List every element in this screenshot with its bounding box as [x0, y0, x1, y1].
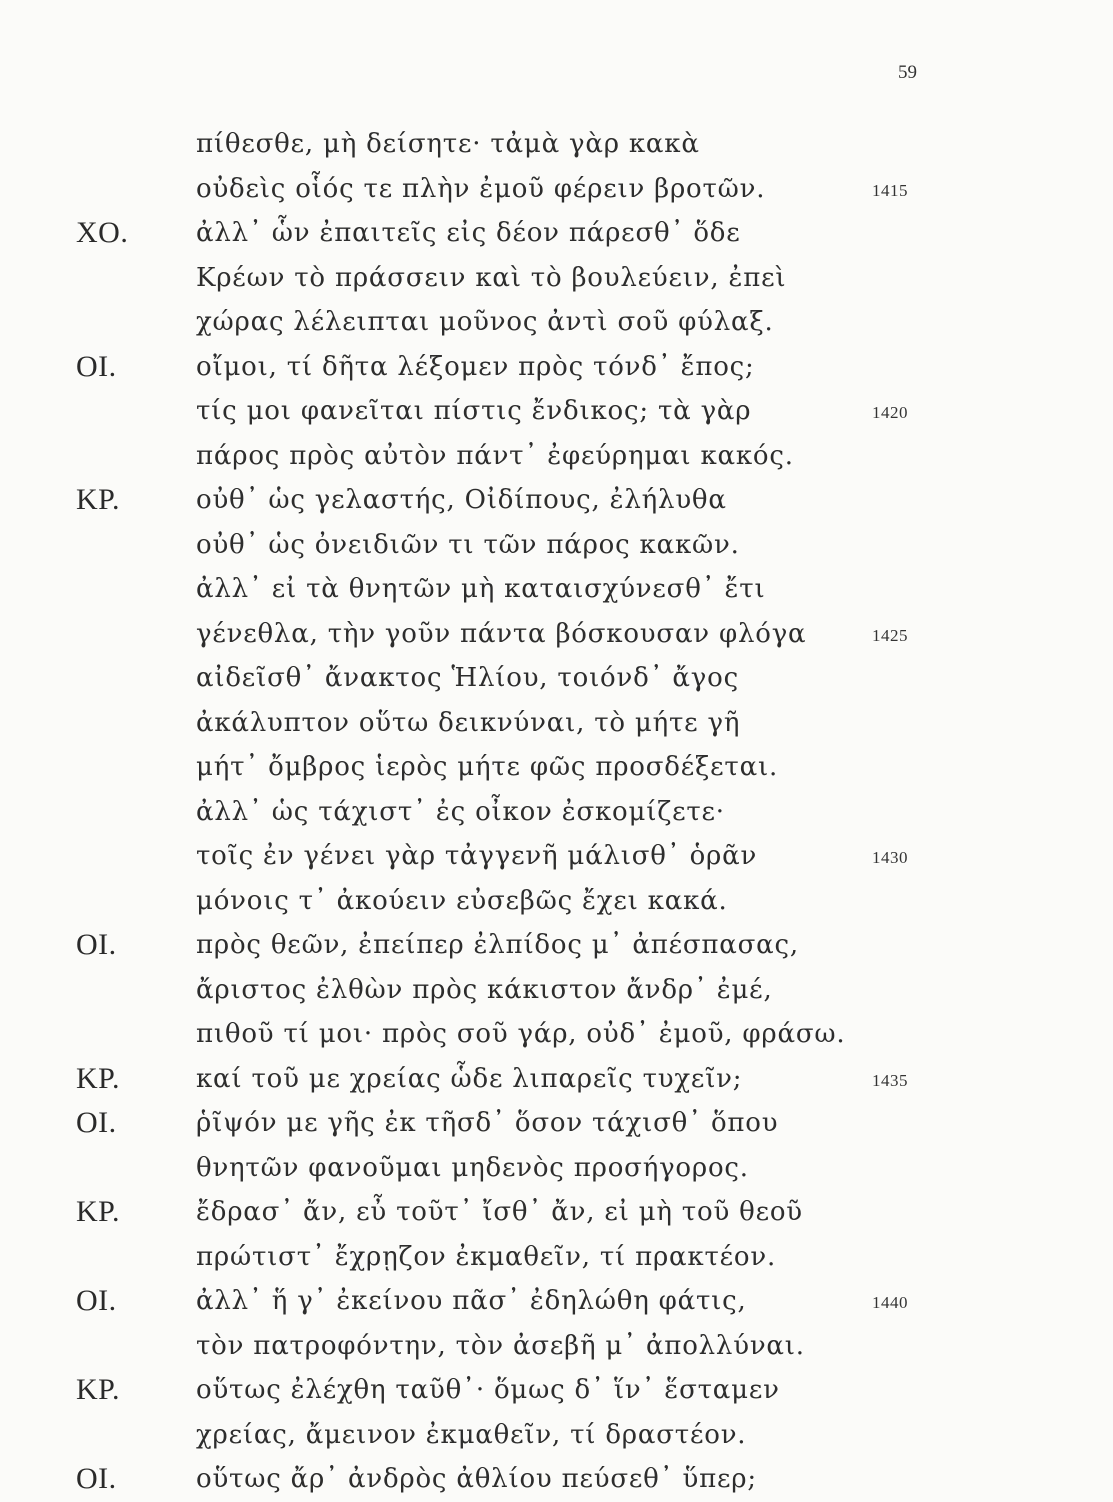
- verse-text: μόνοις τ᾽ ἀκούειν εὐσεβῶς ἔχει κακά.: [196, 885, 728, 916]
- verse-text: ἄριστος ἐλθὼν πρὸς κάκιστον ἄνδρ᾽ ἐμέ,: [196, 974, 773, 1005]
- verse-text: οὕτως ἄρ᾽ ἀνδρὸς ἀθλίου πεύσεθ᾽ ὕπερ;: [196, 1464, 757, 1494]
- verse-text: πάρος πρὸς αὐτὸν πάντ᾽ ἐφεύρημαι κακός.: [196, 440, 794, 471]
- line-number: 1420: [872, 403, 908, 422]
- line-number: 1435: [872, 1070, 908, 1090]
- verse-line: [0, 300, 1113, 345]
- verse-text: ἀκάλυπτον οὕτω δεικνύναι, τὸ μήτε γῆ: [196, 707, 741, 738]
- verse-line: [0, 567, 1113, 612]
- verse-text: οὐθ᾽ ὡς ὀνειδιῶν τι τῶν πάρος κακῶν.: [196, 529, 740, 560]
- line-number: 1415: [872, 180, 908, 200]
- verse-text: οὕτως ἐλέχθη ταῦθ᾽· ὅμως δ᾽ ἵν᾽ ἕσταμεν: [196, 1375, 780, 1405]
- verse-line: [0, 1190, 1113, 1235]
- speaker-label: ΚΡ.: [76, 1373, 121, 1406]
- verse-text: ἀλλ᾽ ἥ γ᾽ ἐκείνου πᾶσ᾽ ἐδηλώθη φάτις,: [196, 1286, 747, 1316]
- verse-line: [0, 701, 1113, 746]
- verse-line: [0, 1413, 1113, 1458]
- verse-line: [0, 1146, 1113, 1191]
- line-number: 1425: [872, 625, 908, 645]
- verse-text: αἰδεῖσθ᾽ ἄνακτος Ἡλίου, τοιόνδ᾽ ἄγος: [196, 663, 739, 693]
- speaker-label: ΟΙ.: [76, 1106, 117, 1139]
- line-number: 1440: [872, 1293, 908, 1312]
- verse-text: οὐθ᾽ ὡς γελαστής, Οἰδίπους, ἐλήλυθα: [196, 485, 727, 515]
- verse-text: τίς μοι φανεῖται πίστις ἔνδικος; τὰ γὰρ: [196, 396, 752, 426]
- verse-block: [0, 122, 1113, 1502]
- verse-text: γένεθλα, τὴν γοῦν πάντα βόσκουσαν φλόγα: [196, 618, 807, 649]
- speaker-label: ΟΙ.: [76, 1284, 117, 1317]
- verse-line: [0, 1235, 1113, 1280]
- verse-line: [0, 656, 1113, 701]
- verse-line: [0, 1057, 1113, 1102]
- verse-text: ἀλλ᾽ ὡς τάχιστ᾽ ἐς οἶκον ἐσκομίζετε·: [196, 796, 725, 827]
- verse-text: πρώτιστ᾽ ἔχρῃζον ἐκμαθεῖν, τί πρακτέον.: [196, 1241, 777, 1272]
- verse-line: [0, 345, 1113, 390]
- verse-line: [0, 389, 1113, 434]
- verse-line: [0, 434, 1113, 479]
- verse-line: [0, 122, 1113, 167]
- verse-text: ἔδρασ᾽ ἄν, εὖ τοῦτ᾽ ἴσθ᾽ ἄν, εἰ μὴ τοῦ θεοῦ: [196, 1197, 803, 1227]
- speaker-label: ΚΡ.: [76, 1195, 121, 1228]
- speaker-label: ΟΙ.: [76, 1462, 117, 1495]
- speaker-label: ΧΟ.: [76, 216, 129, 249]
- verse-text: Κρέων τὸ πράσσειν καὶ τὸ βουλεύειν, ἐπεὶ: [196, 262, 787, 293]
- speaker-label: ΚΡ.: [76, 483, 121, 516]
- verse-line: [0, 879, 1113, 924]
- verse-text: μήτ᾽ ὄμβρος ἱερὸς μήτε φῶς προσδέξεται.: [196, 752, 779, 782]
- speaker-label: ΟΙ.: [76, 928, 117, 961]
- verse-line: [0, 167, 1113, 212]
- verse-text: πρὸς θεῶν, ἐπείπερ ἐλπίδος μ᾽ ἀπέσπασας,: [196, 930, 799, 960]
- verse-line: [0, 211, 1113, 256]
- verse-line: [0, 1012, 1113, 1057]
- verse-text: οἴμοι, τί δῆτα λέξομεν πρὸς τόνδ᾽ ἔπος;: [196, 351, 755, 382]
- verse-text: καί τοῦ με χρείας ὧδε λιπαρεῖς τυχεῖν;: [196, 1063, 743, 1094]
- verse-line: [0, 478, 1113, 523]
- verse-text: ἀλλ᾽ εἰ τὰ θνητῶν μὴ καταισχύνεσθ᾽ ἔτι: [196, 574, 766, 604]
- verse-text: χρείας, ἄμεινον ἐκμαθεῖν, τί δραστέον.: [196, 1419, 747, 1450]
- speaker-label: ΚΡ.: [76, 1061, 121, 1095]
- line-number: 1430: [872, 848, 908, 867]
- verse-line: [0, 834, 1113, 879]
- verse-text: τὸν πατροφόντην, τὸν ἀσεβῆ μ᾽ ἀπολλύναι.: [196, 1330, 805, 1361]
- verse-line: [0, 1101, 1113, 1146]
- verse-text: πιθοῦ τί μοι· πρὸς σοῦ γάρ, οὐδ᾽ ἐμοῦ, φράσω.: [196, 1019, 846, 1049]
- verse-text: πίθεσθε, μὴ δείσητε· τἀμὰ γὰρ κακὰ: [196, 129, 700, 159]
- verse-text: θνητῶν φανοῦμαι μηδενὸς προσήγορος.: [196, 1152, 749, 1183]
- speaker-label: ΟΙ.: [76, 349, 117, 383]
- verse-text: τοῖς ἐν γένει γὰρ τἀγγενῆ μάλισθ᾽ ὁρᾶν: [196, 841, 758, 871]
- verse-line: [0, 256, 1113, 301]
- verse-text: ῥῖψόν με γῆς ἐκ τῆσδ᾽ ὅσον τάχισθ᾽ ὅπου: [196, 1108, 779, 1138]
- verse-line: [0, 923, 1113, 968]
- verse-text: οὐδεὶς οἷός τε πλὴν ἐμοῦ φέρειν βροτῶν.: [196, 173, 766, 204]
- verse-line: [0, 1324, 1113, 1369]
- verse-text: ἀλλ᾽ ὧν ἐπαιτεῖς εἰς δέον πάρεσθ᾽ ὅδε: [196, 218, 741, 248]
- verse-line: [0, 1368, 1113, 1413]
- verse-line: [0, 612, 1113, 657]
- verse-line: [0, 1279, 1113, 1324]
- verse-line: [0, 523, 1113, 568]
- verse-line: [0, 745, 1113, 790]
- verse-line: [0, 790, 1113, 835]
- verse-text: χώρας λέλειπται μοῦνος ἀντὶ σοῦ φύλαξ.: [196, 307, 774, 337]
- verse-line: [0, 1457, 1113, 1502]
- verse-line: [0, 968, 1113, 1013]
- page-number: 59: [898, 62, 917, 83]
